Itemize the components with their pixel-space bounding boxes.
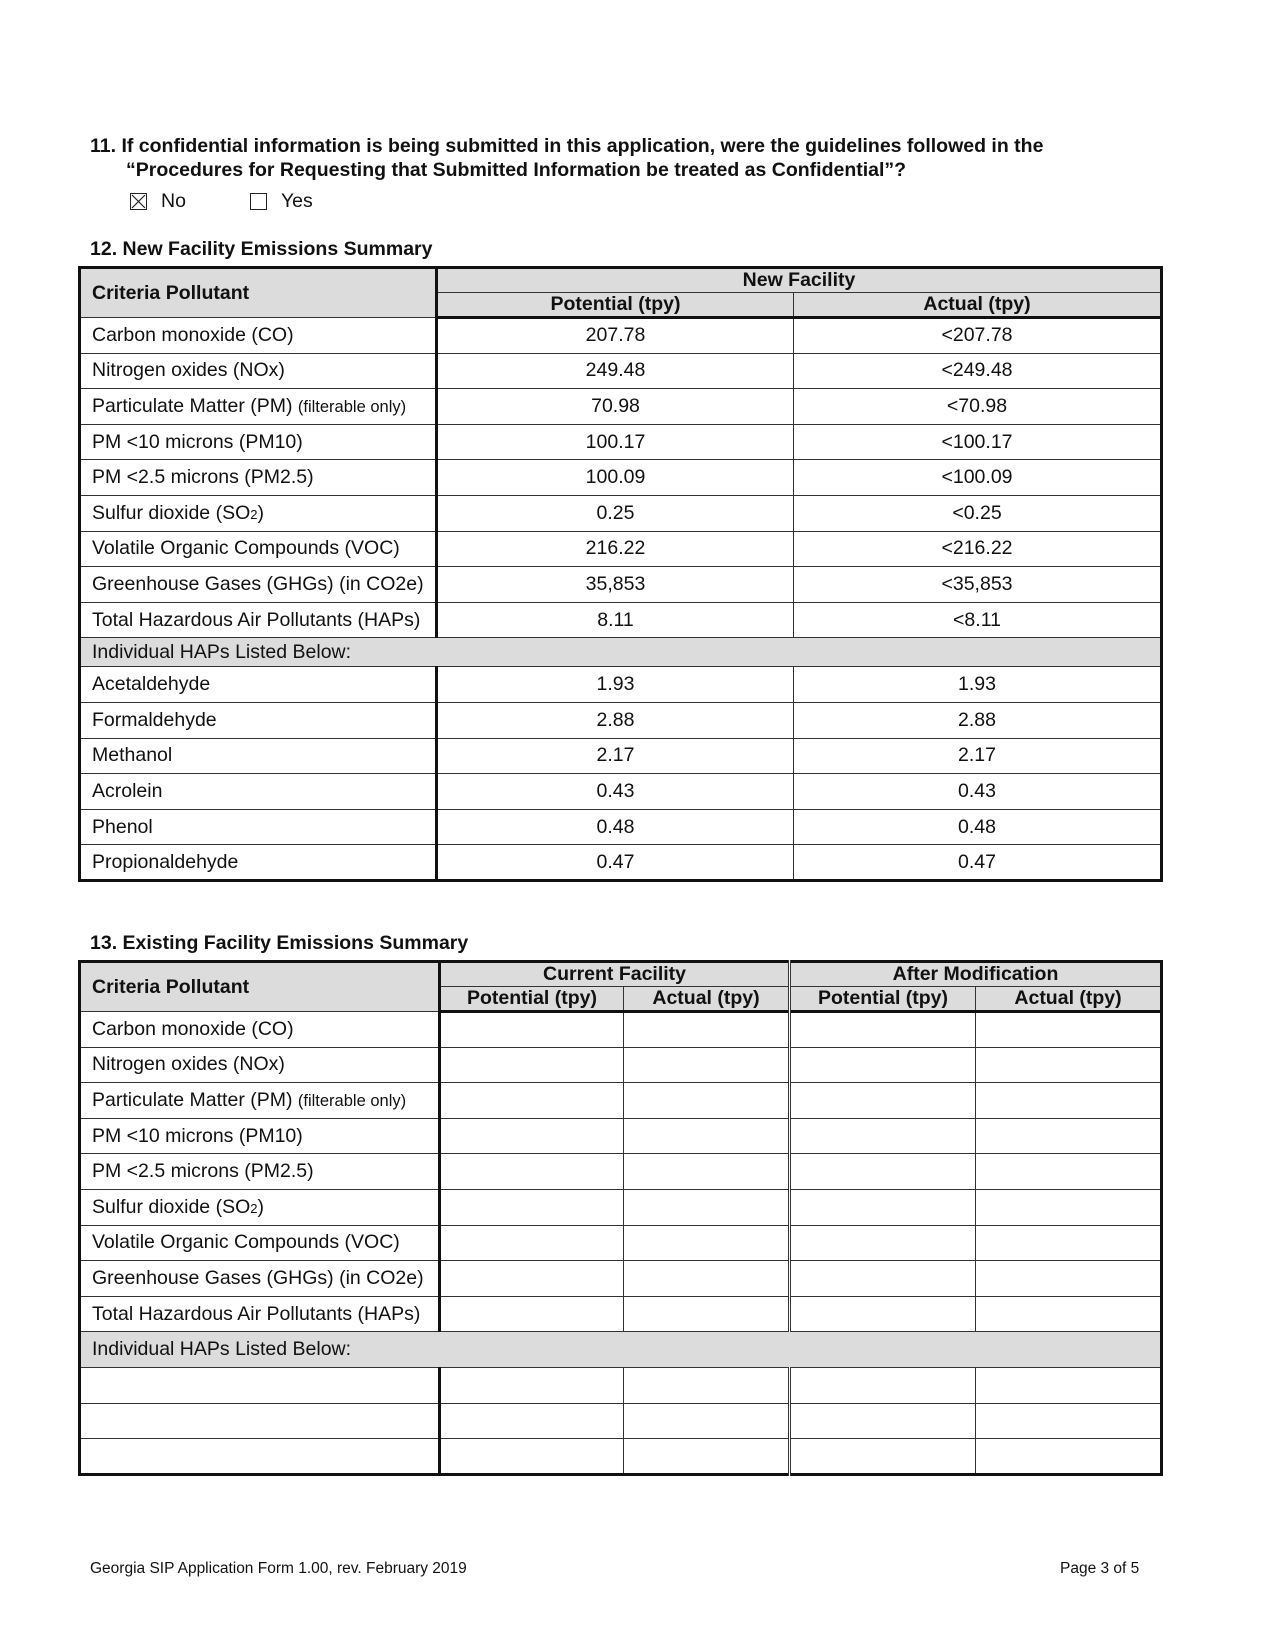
current-potential-cell[interactable] [440,1439,624,1475]
footer-page-number: Page 3 of 5 [1060,1560,1140,1577]
potential-cell: 2.88 [437,702,794,738]
pollutant-name: PM <2.5 microns (PM2.5) [92,1160,314,1183]
existing-facility-table [78,960,1163,1476]
pollutant-cell [80,460,437,496]
table-row [80,1189,1162,1225]
potential-cell: 207.78 [437,318,794,354]
new-facility-table [78,266,1163,882]
header-current-potential: Potential (tpy) [440,987,624,1012]
hap-name-input-cell[interactable] [80,1439,440,1475]
after-actual-cell[interactable] [976,1154,1162,1190]
potential-cell: 0.43 [437,774,794,810]
pollutant-name: PM <2.5 microns (PM2.5) [92,466,314,489]
after-potential-cell[interactable] [790,1225,976,1261]
pollutant-name: Nitrogen oxides (NOx) [92,1053,285,1076]
pollutant-cell [80,1261,440,1297]
table-row [80,1296,1162,1332]
current-actual-cell[interactable] [624,1012,790,1048]
table-row [80,531,1162,567]
hap-name-cell: Methanol [80,738,437,774]
table-row [80,389,1162,425]
after-actual-cell[interactable] [976,1047,1162,1083]
after-potential-cell[interactable] [790,1189,976,1225]
pollutant-name: Particulate Matter (PM) [92,1088,293,1111]
after-potential-cell[interactable] [790,1403,976,1439]
footer-form-id: Georgia SIP Application Form 1.00, rev. February 2019 [90,1560,467,1577]
table-row [80,702,1162,738]
pollutant-cell [80,1225,440,1261]
table-row [80,424,1162,460]
current-actual-cell[interactable] [624,1403,790,1439]
table-row [80,495,1162,531]
checkbox-no[interactable] [130,193,147,210]
table-row [80,1012,1162,1048]
header-potential: Potential (tpy) [437,293,794,318]
pollutant-cell [80,353,437,389]
pollutant-name: Sulfur dioxide (SO [92,1195,251,1218]
actual-cell: <216.22 [794,531,1162,567]
actual-cell: 1.93 [794,667,1162,703]
after-potential-cell[interactable] [790,1012,976,1048]
header-criteria-pollutant: Criteria Pollutant [80,962,440,1012]
blank-hap-row [80,1403,1162,1439]
table-row [80,738,1162,774]
question-11-options [90,190,1210,213]
actual-cell: 0.48 [794,809,1162,845]
pollutant-cell [80,1118,440,1154]
pollutant-cell [80,531,437,567]
pollutant-name: Carbon monoxide (CO) [92,323,294,346]
pollutant-cell [80,424,437,460]
actual-cell: 2.17 [794,738,1162,774]
after-actual-cell[interactable] [976,1083,1162,1119]
potential-cell: 8.11 [437,602,794,638]
current-actual-cell[interactable] [624,1118,790,1154]
potential-cell: 216.22 [437,531,794,567]
checkbox-yes[interactable] [250,193,267,210]
current-actual-cell[interactable] [624,1261,790,1297]
current-potential-cell[interactable] [440,1154,624,1190]
actual-cell: 0.47 [794,845,1162,881]
current-potential-cell[interactable] [440,1225,624,1261]
checked-x-icon [131,194,146,209]
potential-cell: 1.93 [437,667,794,703]
hap-name-cell: Propionaldehyde [80,845,437,881]
header-actual: Actual (tpy) [794,293,1162,318]
option-yes-label: Yes [280,190,313,212]
pollutant-name: Volatile Organic Compounds (VOC) [92,537,400,560]
table-row [80,1225,1162,1261]
pollutant-name: Sulfur dioxide (SO [92,501,251,524]
after-potential-cell[interactable] [790,1047,976,1083]
subscript: 2 [250,1200,258,1216]
potential-cell: 0.25 [437,495,794,531]
pollutant-cell [80,1296,440,1332]
after-potential-cell[interactable] [790,1296,976,1332]
actual-cell: <0.25 [794,495,1162,531]
current-actual-cell[interactable] [624,1047,790,1083]
after-actual-cell[interactable] [976,1367,1162,1403]
current-actual-cell[interactable] [624,1154,790,1190]
current-potential-cell[interactable] [440,1012,624,1048]
header-after-actual: Actual (tpy) [976,987,1162,1012]
after-potential-cell[interactable] [790,1367,976,1403]
table-row [80,1154,1162,1190]
table-row [80,602,1162,638]
section-13-title: 13. Existing Facility Emissions Summary [90,932,469,954]
after-potential-cell[interactable] [790,1083,976,1119]
pollutant-cell [80,1154,440,1190]
pollutant-cell [80,1047,440,1083]
potential-cell: 70.98 [437,389,794,425]
pollutant-cell [80,1083,440,1119]
after-actual-cell[interactable] [976,1225,1162,1261]
header-current-actual: Actual (tpy) [624,987,790,1012]
after-potential-cell[interactable] [790,1118,976,1154]
current-potential-cell[interactable] [440,1296,624,1332]
pollutant-cell [80,318,437,354]
potential-cell: 100.17 [437,424,794,460]
table-row [80,460,1162,496]
current-actual-cell[interactable] [624,1367,790,1403]
current-potential-cell[interactable] [440,1047,624,1083]
blank-hap-row [80,1439,1162,1475]
hap-name-cell: Phenol [80,809,437,845]
after-actual-cell[interactable] [976,1189,1162,1225]
pollutant-cell [80,567,437,603]
current-potential-cell[interactable] [440,1083,624,1119]
header-criteria-pollutant: Criteria Pollutant [80,268,437,318]
potential-cell: 2.17 [437,738,794,774]
pollutant-name-tail: ) [257,501,264,524]
after-potential-cell[interactable] [790,1261,976,1297]
actual-cell: <207.78 [794,318,1162,354]
actual-cell: <70.98 [794,389,1162,425]
table-row [80,1083,1162,1119]
after-actual-cell[interactable] [976,1261,1162,1297]
potential-cell: 249.48 [437,353,794,389]
after-potential-cell[interactable] [790,1154,976,1190]
table-row [80,1261,1162,1297]
pollutant-note: (filterable only) [297,397,407,416]
potential-cell: 0.48 [437,809,794,845]
pollutant-name: Volatile Organic Compounds (VOC) [92,1231,400,1254]
after-actual-cell[interactable] [976,1012,1162,1048]
pollutant-note: (filterable only) [297,1091,407,1110]
question-11-text-cont: “Procedures for Requesting that Submitted Information be treated as Confidential”? [126,159,907,181]
haps-subheader-row [80,638,1162,667]
after-actual-cell[interactable] [976,1296,1162,1332]
current-actual-cell[interactable] [624,1189,790,1225]
header-after-modification: After Modification [790,962,1162,987]
subscript: 2 [250,506,258,522]
potential-cell: 35,853 [437,567,794,603]
pollutant-cell [80,495,437,531]
current-potential-cell[interactable] [440,1118,624,1154]
haps-subheader: Individual HAPs Listed Below: [80,1332,1162,1368]
current-potential-cell[interactable] [440,1403,624,1439]
option-no[interactable] [130,190,186,213]
actual-cell: <35,853 [794,567,1162,603]
current-actual-cell[interactable] [624,1439,790,1475]
potential-cell: 0.47 [437,845,794,881]
hap-name-cell: Acetaldehyde [80,667,437,703]
section-12-title: 12. New Facility Emissions Summary [90,238,433,260]
after-potential-cell[interactable] [790,1439,976,1475]
option-yes[interactable] [250,190,313,213]
after-actual-cell[interactable] [976,1439,1162,1475]
actual-cell: 2.88 [794,702,1162,738]
pollutant-name: Greenhouse Gases (GHGs) (in CO2e) [92,1266,424,1289]
pollutant-cell [80,602,437,638]
header-current-facility: Current Facility [440,962,790,987]
pollutant-name-tail: ) [257,1195,264,1218]
potential-cell: 100.09 [437,460,794,496]
actual-cell: 0.43 [794,774,1162,810]
table-row [80,1047,1162,1083]
pollutant-cell [80,1189,440,1225]
pollutant-name: Total Hazardous Air Pollutants (HAPs) [92,608,421,631]
pollutant-name: Nitrogen oxides (NOx) [92,359,285,382]
header-after-potential: Potential (tpy) [790,987,976,1012]
actual-cell: <100.17 [794,424,1162,460]
pollutant-name: PM <10 microns (PM10) [92,430,303,453]
current-actual-cell[interactable] [624,1296,790,1332]
table-row [80,774,1162,810]
haps-subheader-row [80,1332,1162,1368]
pollutant-cell [80,1012,440,1048]
question-11-text: 11. If confidential information is being submitted in this application, were the guidelines followed in the [90,135,1044,157]
pollutant-name: Total Hazardous Air Pollutants (HAPs) [92,1302,421,1325]
pollutant-cell [80,389,437,425]
haps-subheader: Individual HAPs Listed Below: [80,638,1162,667]
table-row [80,667,1162,703]
hap-name-input-cell[interactable] [80,1367,440,1403]
pollutant-name: PM <10 microns (PM10) [92,1124,303,1147]
question-11 [90,134,1210,213]
hap-name-cell: Acrolein [80,774,437,810]
actual-cell: <100.09 [794,460,1162,496]
table-row [80,353,1162,389]
hap-name-cell: Formaldehyde [80,702,437,738]
current-actual-cell[interactable] [624,1083,790,1119]
header-new-facility: New Facility [437,268,1162,293]
current-potential-cell[interactable] [440,1261,624,1297]
after-actual-cell[interactable] [976,1118,1162,1154]
hap-name-input-cell[interactable] [80,1403,440,1439]
option-no-label: No [161,190,186,212]
pollutant-name: Carbon monoxide (CO) [92,1017,294,1040]
table-row [80,318,1162,354]
current-potential-cell[interactable] [440,1189,624,1225]
blank-hap-row [80,1367,1162,1403]
current-actual-cell[interactable] [624,1225,790,1261]
table-row [80,809,1162,845]
actual-cell: <249.48 [794,353,1162,389]
after-actual-cell[interactable] [976,1403,1162,1439]
table-row [80,1118,1162,1154]
pollutant-name: Greenhouse Gases (GHGs) (in CO2e) [92,572,424,595]
actual-cell: <8.11 [794,602,1162,638]
pollutant-name: Particulate Matter (PM) [92,394,293,417]
table-row [80,845,1162,881]
table-row [80,567,1162,603]
current-potential-cell[interactable] [440,1367,624,1403]
